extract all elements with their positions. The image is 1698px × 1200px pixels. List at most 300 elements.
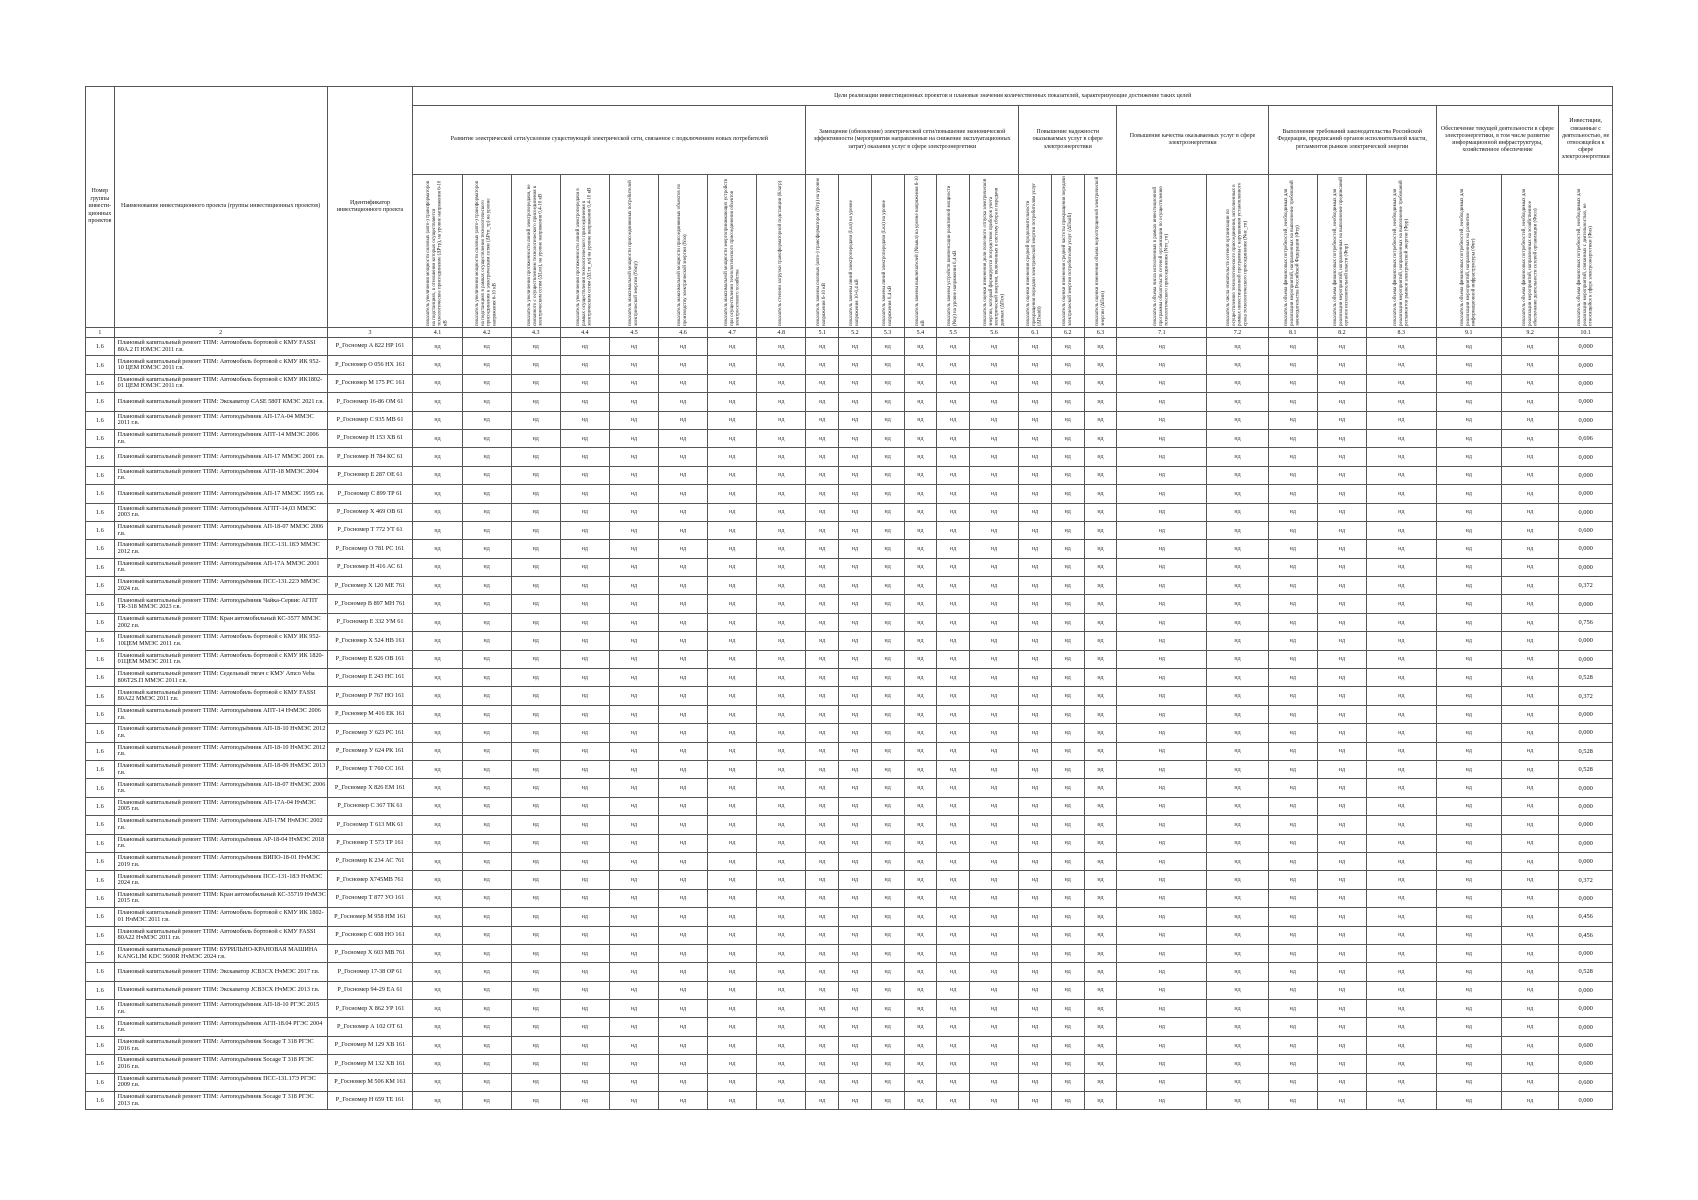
cell-no-data: нд bbox=[1084, 338, 1117, 356]
cell-no-data: нд bbox=[871, 338, 904, 356]
cell-no-data: нд bbox=[413, 632, 462, 650]
cell-no-data: нд bbox=[839, 429, 872, 447]
cell-no-data: нд bbox=[1366, 834, 1436, 852]
cell-group-number: 1.6 bbox=[86, 760, 115, 778]
cell-no-data: нд bbox=[1207, 429, 1268, 447]
cell-no-data: нд bbox=[1317, 963, 1366, 981]
cell-value: 0,000 bbox=[1559, 1000, 1613, 1018]
cell-no-data: нд bbox=[462, 908, 511, 926]
cell-no-data: нд bbox=[1084, 448, 1117, 466]
cell-no-data: нд bbox=[659, 871, 708, 889]
cell-no-data: нд bbox=[1317, 356, 1366, 374]
cell-no-data: нд bbox=[511, 981, 560, 999]
cell-value: 0,000 bbox=[1559, 393, 1613, 411]
cell-no-data: нд bbox=[413, 577, 462, 595]
header-top-title: Цели реализации инвестиционных проектов и плановые значения количественных показателей, характеризующие достижение таких целей bbox=[413, 87, 1613, 106]
cell-no-data: нд bbox=[1084, 521, 1117, 539]
cell-no-data: нд bbox=[970, 1073, 1019, 1091]
cell-project-id: P_Госномер А 102 ОТ 61 bbox=[327, 1018, 413, 1036]
cell-project-id: P_Госномер Х 603 МВ 761 bbox=[327, 944, 413, 962]
cell-project-name: Плановый капитальный ремонт ТПМ: Автоподъёмник АР-18-04 НчМЭС 2018 г.в. bbox=[114, 834, 327, 852]
cell-no-data: нд bbox=[904, 1036, 937, 1054]
cell-project-name: Плановый капитальный ремонт ТПМ: Автомобиль бортовой с КМУ ИК 1820-01ЦЕМ ММЭС 2011 г.в. bbox=[114, 650, 327, 668]
cell-no-data: нд bbox=[609, 448, 658, 466]
cell-no-data: нд bbox=[1117, 1018, 1207, 1036]
cell-project-name: Плановый капитальный ремонт ТПМ: Автоподъёмник Чайка-Сервис АГПТ TR-318 ММЭС 2023 г.в. bbox=[114, 595, 327, 613]
cell-project-id: P_Госномер О 781 РС 161 bbox=[327, 540, 413, 558]
cell-no-data: нд bbox=[1436, 540, 1501, 558]
cell-no-data: нд bbox=[871, 485, 904, 503]
cell-no-data: нд bbox=[1317, 834, 1366, 852]
table-row bbox=[86, 1018, 1613, 1036]
table-row bbox=[86, 797, 1613, 815]
header-indicator bbox=[1268, 175, 1317, 328]
cell-no-data: нд bbox=[839, 1092, 872, 1110]
cell-no-data: нд bbox=[511, 1000, 560, 1018]
cell-no-data: нд bbox=[839, 540, 872, 558]
header-indicator-text: показатель замены линий электропередачи (Lкл) на уровне напряжения 0,4 кВ bbox=[881, 200, 893, 326]
header-indicator-text: показатель увеличения протяженности линий электропередачи, не связанного с осуществлением технологического присоединения к электрическим сетям (ΔLвл), на уровне напряжения 0,4-10 кВ bbox=[527, 184, 544, 326]
cell-no-data: нд bbox=[1051, 521, 1084, 539]
cell-no-data: нд bbox=[871, 889, 904, 907]
cell-no-data: нд bbox=[1084, 1073, 1117, 1091]
cell-no-data: нд bbox=[871, 779, 904, 797]
cell-no-data: нд bbox=[659, 687, 708, 705]
cell-no-data: нд bbox=[511, 448, 560, 466]
cell-no-data: нд bbox=[937, 558, 970, 576]
cell-value: 0,000 bbox=[1559, 374, 1613, 392]
cell-no-data: нд bbox=[708, 1036, 757, 1054]
header-indicator bbox=[560, 175, 609, 328]
cell-no-data: нд bbox=[1436, 963, 1501, 981]
cell-no-data: нд bbox=[1317, 595, 1366, 613]
cell-no-data: нд bbox=[1502, 1000, 1559, 1018]
cell-no-data: нд bbox=[1366, 1092, 1436, 1110]
cell-group-number: 1.6 bbox=[86, 540, 115, 558]
cell-no-data: нд bbox=[1117, 760, 1207, 778]
cell-no-data: нд bbox=[937, 705, 970, 723]
cell-no-data: нд bbox=[904, 650, 937, 668]
cell-no-data: нд bbox=[757, 1055, 806, 1073]
cell-no-data: нд bbox=[806, 595, 839, 613]
cell-no-data: нд bbox=[904, 429, 937, 447]
cell-no-data: нд bbox=[970, 411, 1019, 429]
cell-no-data: нд bbox=[806, 944, 839, 962]
cell-no-data: нд bbox=[937, 1000, 970, 1018]
cell-no-data: нд bbox=[462, 1092, 511, 1110]
cell-value: 0,600 bbox=[1559, 521, 1613, 539]
table-row bbox=[86, 632, 1613, 650]
cell-no-data: нд bbox=[659, 963, 708, 981]
cell-project-name: Плановый капитальный ремонт ТПМ: Автоподъёмник АП-18-07 ММЭС 2006 г.в. bbox=[114, 521, 327, 539]
cell-no-data: нд bbox=[937, 760, 970, 778]
cell-project-name: Плановый капитальный ремонт ТПМ: Автоподъёмник ПСС-131.22Э ММЭС 2024 г.в. bbox=[114, 577, 327, 595]
cell-no-data: нд bbox=[609, 926, 658, 944]
cell-no-data: нд bbox=[1366, 1073, 1436, 1091]
cell-no-data: нд bbox=[659, 1018, 708, 1036]
cell-no-data: нд bbox=[970, 595, 1019, 613]
cell-no-data: нд bbox=[970, 779, 1019, 797]
cell-no-data: нд bbox=[757, 889, 806, 907]
cell-value: 0,000 bbox=[1559, 540, 1613, 558]
cell-no-data: нд bbox=[1268, 908, 1317, 926]
cell-no-data: нд bbox=[462, 1000, 511, 1018]
column-number: 4.2 bbox=[462, 328, 511, 338]
cell-project-name: Плановый капитальный ремонт ТПМ: Автоподъёмник АГП-18.04 РГЭС 2004 г.в. bbox=[114, 1018, 327, 1036]
cell-no-data: нд bbox=[806, 852, 839, 870]
cell-no-data: нд bbox=[609, 338, 658, 356]
cell-no-data: нд bbox=[1268, 466, 1317, 484]
cell-group-number: 1.6 bbox=[86, 687, 115, 705]
cell-no-data: нд bbox=[757, 466, 806, 484]
cell-no-data: нд bbox=[1502, 908, 1559, 926]
cell-group-number: 1.6 bbox=[86, 908, 115, 926]
cell-no-data: нд bbox=[1317, 429, 1366, 447]
cell-no-data: нд bbox=[757, 613, 806, 631]
cell-no-data: нд bbox=[413, 724, 462, 742]
cell-no-data: нд bbox=[904, 411, 937, 429]
cell-value: 0,372 bbox=[1559, 687, 1613, 705]
cell-no-data: нд bbox=[1268, 724, 1317, 742]
cell-group-number: 1.6 bbox=[86, 595, 115, 613]
cell-no-data: нд bbox=[1436, 779, 1501, 797]
cell-no-data: нд bbox=[1317, 724, 1366, 742]
cell-group-number: 1.6 bbox=[86, 356, 115, 374]
cell-no-data: нд bbox=[1084, 558, 1117, 576]
cell-no-data: нд bbox=[1051, 595, 1084, 613]
cell-no-data: нд bbox=[871, 577, 904, 595]
cell-project-id: P_Госномер М 506 КМ 161 bbox=[327, 1073, 413, 1091]
cell-no-data: нд bbox=[1207, 540, 1268, 558]
cell-no-data: нд bbox=[560, 926, 609, 944]
cell-group-number: 1.6 bbox=[86, 724, 115, 742]
cell-no-data: нд bbox=[659, 669, 708, 687]
cell-no-data: нд bbox=[1117, 963, 1207, 981]
cell-project-id: P_Госномер Е 243 НС 161 bbox=[327, 669, 413, 687]
cell-no-data: нд bbox=[609, 595, 658, 613]
table-row bbox=[86, 1073, 1613, 1091]
cell-no-data: нд bbox=[871, 613, 904, 631]
header-indicator bbox=[970, 175, 1019, 328]
cell-no-data: нд bbox=[1051, 889, 1084, 907]
cell-no-data: нд bbox=[806, 889, 839, 907]
cell-no-data: нд bbox=[1268, 816, 1317, 834]
cell-no-data: нд bbox=[1117, 521, 1207, 539]
header-goal-group: Повышение надежности оказываемых услуг в сфере электроэнергетики bbox=[1019, 106, 1117, 175]
cell-no-data: нд bbox=[1117, 687, 1207, 705]
cell-no-data: нд bbox=[871, 816, 904, 834]
cell-no-data: нд bbox=[806, 1000, 839, 1018]
cell-no-data: нд bbox=[1019, 687, 1052, 705]
cell-no-data: нд bbox=[1268, 1018, 1317, 1036]
cell-no-data: нд bbox=[659, 613, 708, 631]
cell-no-data: нд bbox=[609, 908, 658, 926]
cell-no-data: нд bbox=[1436, 687, 1501, 705]
cell-value: 0,000 bbox=[1559, 889, 1613, 907]
cell-project-id: P_Госномер М 416 ЕК 161 bbox=[327, 705, 413, 723]
header-goal-group: Обеспечение текущей деятельности в сфере электроэнергетики, в том числе развитие информационной инфраструктуры, хозяйственное обеспечение bbox=[1436, 106, 1559, 175]
cell-no-data: нд bbox=[1502, 760, 1559, 778]
cell-no-data: нд bbox=[1084, 595, 1117, 613]
cell-no-data: нд bbox=[708, 742, 757, 760]
cell-no-data: нд bbox=[1502, 540, 1559, 558]
cell-no-data: нд bbox=[1051, 834, 1084, 852]
cell-no-data: нд bbox=[462, 448, 511, 466]
cell-no-data: нд bbox=[413, 1055, 462, 1073]
cell-no-data: нд bbox=[970, 705, 1019, 723]
column-number: 8.2 bbox=[1317, 328, 1366, 338]
cell-no-data: нд bbox=[904, 393, 937, 411]
cell-no-data: нд bbox=[1317, 669, 1366, 687]
header-indicator bbox=[1051, 175, 1084, 328]
cell-no-data: нд bbox=[1268, 963, 1317, 981]
cell-no-data: нд bbox=[937, 374, 970, 392]
cell-no-data: нд bbox=[462, 779, 511, 797]
cell-project-name: Плановый капитальный ремонт ТПМ: Автоподъёмник АПТ-14 НчМЭС 2006 г.в. bbox=[114, 705, 327, 723]
cell-no-data: нд bbox=[560, 963, 609, 981]
cell-no-data: нд bbox=[1019, 558, 1052, 576]
cell-no-data: нд bbox=[1117, 356, 1207, 374]
cell-no-data: нд bbox=[1117, 1092, 1207, 1110]
cell-no-data: нд bbox=[937, 1092, 970, 1110]
cell-value: 0,528 bbox=[1559, 963, 1613, 981]
cell-no-data: нд bbox=[1436, 889, 1501, 907]
cell-no-data: нд bbox=[1051, 687, 1084, 705]
cell-no-data: нд bbox=[708, 338, 757, 356]
cell-no-data: нд bbox=[1207, 1073, 1268, 1091]
cell-no-data: нд bbox=[1268, 889, 1317, 907]
cell-no-data: нд bbox=[1436, 356, 1501, 374]
cell-no-data: нд bbox=[970, 448, 1019, 466]
table-row bbox=[86, 577, 1613, 595]
cell-no-data: нд bbox=[462, 632, 511, 650]
cell-no-data: нд bbox=[839, 908, 872, 926]
cell-no-data: нд bbox=[1051, 926, 1084, 944]
cell-no-data: нд bbox=[659, 742, 708, 760]
column-number: 4.4 bbox=[560, 328, 609, 338]
cell-no-data: нд bbox=[609, 816, 658, 834]
cell-no-data: нд bbox=[413, 1092, 462, 1110]
cell-no-data: нд bbox=[609, 852, 658, 870]
cell-no-data: нд bbox=[806, 356, 839, 374]
cell-no-data: нд bbox=[1084, 1092, 1117, 1110]
cell-no-data: нд bbox=[1117, 724, 1207, 742]
cell-no-data: нд bbox=[1019, 742, 1052, 760]
cell-no-data: нд bbox=[806, 338, 839, 356]
cell-no-data: нд bbox=[1084, 687, 1117, 705]
cell-no-data: нд bbox=[904, 705, 937, 723]
cell-no-data: нд bbox=[904, 1018, 937, 1036]
cell-no-data: нд bbox=[937, 448, 970, 466]
cell-project-id: P_Госномер Р 767 НО 161 bbox=[327, 687, 413, 705]
header-indicator bbox=[839, 175, 872, 328]
cell-no-data: нд bbox=[1366, 558, 1436, 576]
cell-no-data: нд bbox=[1366, 485, 1436, 503]
cell-no-data: нд bbox=[1268, 742, 1317, 760]
cell-no-data: нд bbox=[1502, 356, 1559, 374]
cell-no-data: нд bbox=[1117, 632, 1207, 650]
cell-no-data: нд bbox=[1207, 393, 1268, 411]
cell-no-data: нд bbox=[937, 944, 970, 962]
cell-no-data: нд bbox=[806, 981, 839, 999]
cell-no-data: нд bbox=[1268, 632, 1317, 650]
cell-no-data: нд bbox=[462, 687, 511, 705]
cell-no-data: нд bbox=[1317, 871, 1366, 889]
cell-no-data: нд bbox=[1366, 981, 1436, 999]
cell-no-data: нд bbox=[1502, 503, 1559, 521]
cell-no-data: нд bbox=[1366, 944, 1436, 962]
cell-no-data: нд bbox=[871, 742, 904, 760]
cell-no-data: нд bbox=[1366, 963, 1436, 981]
table-row bbox=[86, 889, 1613, 907]
cell-value: 0,000 bbox=[1559, 1018, 1613, 1036]
cell-no-data: нд bbox=[609, 760, 658, 778]
cell-no-data: нд bbox=[1502, 595, 1559, 613]
cell-no-data: нд bbox=[757, 448, 806, 466]
cell-no-data: нд bbox=[1084, 540, 1117, 558]
cell-no-data: нд bbox=[1268, 871, 1317, 889]
cell-group-number: 1.6 bbox=[86, 466, 115, 484]
cell-no-data: нд bbox=[839, 338, 872, 356]
cell-no-data: нд bbox=[757, 926, 806, 944]
cell-no-data: нд bbox=[659, 521, 708, 539]
cell-no-data: нд bbox=[1502, 944, 1559, 962]
cell-no-data: нд bbox=[1019, 595, 1052, 613]
cell-no-data: нд bbox=[1268, 356, 1317, 374]
cell-no-data: нд bbox=[970, 1055, 1019, 1073]
cell-no-data: нд bbox=[1268, 1036, 1317, 1054]
cell-no-data: нд bbox=[560, 889, 609, 907]
header-goal-group: Замещение (обновление) электрической сети/повышение экономической эффективности (мероприятия направленные на снижение эксплуатационных затрат) оказания услуг в сфере электроэнергетики bbox=[806, 106, 1019, 175]
cell-no-data: нд bbox=[560, 540, 609, 558]
cell-value: 0,528 bbox=[1559, 742, 1613, 760]
cell-no-data: нд bbox=[1019, 889, 1052, 907]
cell-no-data: нд bbox=[1051, 650, 1084, 668]
cell-no-data: нд bbox=[609, 503, 658, 521]
cell-no-data: нд bbox=[1317, 852, 1366, 870]
cell-project-id: P_Госномер С 899 ТР 61 bbox=[327, 485, 413, 503]
cell-no-data: нд bbox=[806, 687, 839, 705]
cell-no-data: нд bbox=[1207, 852, 1268, 870]
cell-no-data: нд bbox=[871, 466, 904, 484]
cell-no-data: нд bbox=[511, 760, 560, 778]
cell-no-data: нд bbox=[1051, 577, 1084, 595]
cell-project-name: Плановый капитальный ремонт ТПМ: Автоподъёмник АГП-18 ММЭС 2004 г.в. bbox=[114, 466, 327, 484]
cell-no-data: нд bbox=[757, 558, 806, 576]
cell-no-data: нд bbox=[1019, 1092, 1052, 1110]
cell-no-data: нд bbox=[462, 852, 511, 870]
cell-no-data: нд bbox=[1317, 503, 1366, 521]
cell-no-data: нд bbox=[1207, 871, 1268, 889]
cell-no-data: нд bbox=[970, 374, 1019, 392]
cell-no-data: нд bbox=[511, 338, 560, 356]
cell-no-data: нд bbox=[871, 411, 904, 429]
cell-no-data: нд bbox=[609, 1092, 658, 1110]
cell-no-data: нд bbox=[806, 1055, 839, 1073]
cell-value: 0,456 bbox=[1559, 908, 1613, 926]
cell-no-data: нд bbox=[1084, 356, 1117, 374]
cell-project-name: Плановый капитальный ремонт ТПМ: Автоподъёмник Socage T 318 РГЭС 2013 г.в. bbox=[114, 1092, 327, 1110]
cell-no-data: нд bbox=[1051, 1018, 1084, 1036]
header-indicator-text: показатель увеличения протяженности линий электропередачи в рамках осуществления технологического присоединения к электрическим сетям (ΔLтп_вл) на уровне напряжения 0,4-10 кВ bbox=[576, 187, 593, 326]
cell-no-data: нд bbox=[708, 650, 757, 668]
cell-no-data: нд bbox=[1502, 1055, 1559, 1073]
cell-no-data: нд bbox=[1051, 705, 1084, 723]
cell-no-data: нд bbox=[1051, 466, 1084, 484]
cell-no-data: нд bbox=[413, 393, 462, 411]
cell-no-data: нд bbox=[937, 595, 970, 613]
cell-no-data: нд bbox=[1207, 1000, 1268, 1018]
cell-no-data: нд bbox=[708, 429, 757, 447]
cell-no-data: нд bbox=[511, 374, 560, 392]
cell-no-data: нд bbox=[1268, 411, 1317, 429]
cell-no-data: нд bbox=[708, 908, 757, 926]
cell-no-data: нд bbox=[609, 742, 658, 760]
cell-no-data: нд bbox=[970, 669, 1019, 687]
cell-no-data: нд bbox=[413, 595, 462, 613]
cell-no-data: нд bbox=[1268, 595, 1317, 613]
cell-no-data: нд bbox=[1019, 669, 1052, 687]
cell-no-data: нд bbox=[1207, 1055, 1268, 1073]
header-indicator-text: показатель максимальной мощности присоединяемых объектов по производству электрической энергии (Nээ) bbox=[677, 183, 689, 326]
cell-no-data: нд bbox=[462, 411, 511, 429]
cell-no-data: нд bbox=[839, 485, 872, 503]
cell-no-data: нд bbox=[757, 779, 806, 797]
cell-no-data: нд bbox=[904, 1055, 937, 1073]
cell-group-number: 1.6 bbox=[86, 503, 115, 521]
cell-no-data: нд bbox=[413, 742, 462, 760]
cell-no-data: нд bbox=[970, 1000, 1019, 1018]
cell-no-data: нд bbox=[609, 356, 658, 374]
cell-project-id: P_Госномер Н 659 ТЕ 161 bbox=[327, 1092, 413, 1110]
cell-no-data: нд bbox=[839, 448, 872, 466]
cell-no-data: нд bbox=[659, 466, 708, 484]
table-row bbox=[86, 1055, 1613, 1073]
cell-no-data: нд bbox=[1084, 963, 1117, 981]
cell-no-data: нд bbox=[1317, 926, 1366, 944]
cell-no-data: нд bbox=[609, 632, 658, 650]
cell-no-data: нд bbox=[1366, 632, 1436, 650]
cell-no-data: нд bbox=[806, 797, 839, 815]
cell-no-data: нд bbox=[806, 540, 839, 558]
cell-no-data: нд bbox=[839, 356, 872, 374]
cell-no-data: нд bbox=[1117, 926, 1207, 944]
cell-no-data: нд bbox=[462, 1018, 511, 1036]
cell-no-data: нд bbox=[1117, 981, 1207, 999]
cell-no-data: нд bbox=[560, 429, 609, 447]
cell-no-data: нд bbox=[462, 650, 511, 668]
cell-no-data: нд bbox=[413, 669, 462, 687]
cell-no-data: нд bbox=[1117, 595, 1207, 613]
cell-project-name: Плановый капитальный ремонт ТПМ: Автомобиль бортовой с КМУ ИК 1802-01 НчМЭС 2011 г.в. bbox=[114, 908, 327, 926]
cell-no-data: нд bbox=[871, 503, 904, 521]
table-row bbox=[86, 540, 1613, 558]
cell-no-data: нд bbox=[1051, 540, 1084, 558]
cell-no-data: нд bbox=[871, 944, 904, 962]
cell-no-data: нд bbox=[1051, 669, 1084, 687]
cell-no-data: нд bbox=[708, 558, 757, 576]
cell-no-data: нд bbox=[560, 1092, 609, 1110]
cell-no-data: нд bbox=[1317, 448, 1366, 466]
cell-no-data: нд bbox=[806, 429, 839, 447]
cell-no-data: нд bbox=[1019, 650, 1052, 668]
cell-no-data: нд bbox=[1268, 577, 1317, 595]
cell-no-data: нд bbox=[560, 779, 609, 797]
cell-no-data: нд bbox=[708, 632, 757, 650]
cell-no-data: нд bbox=[1051, 338, 1084, 356]
table-row bbox=[86, 908, 1613, 926]
cell-no-data: нд bbox=[413, 687, 462, 705]
